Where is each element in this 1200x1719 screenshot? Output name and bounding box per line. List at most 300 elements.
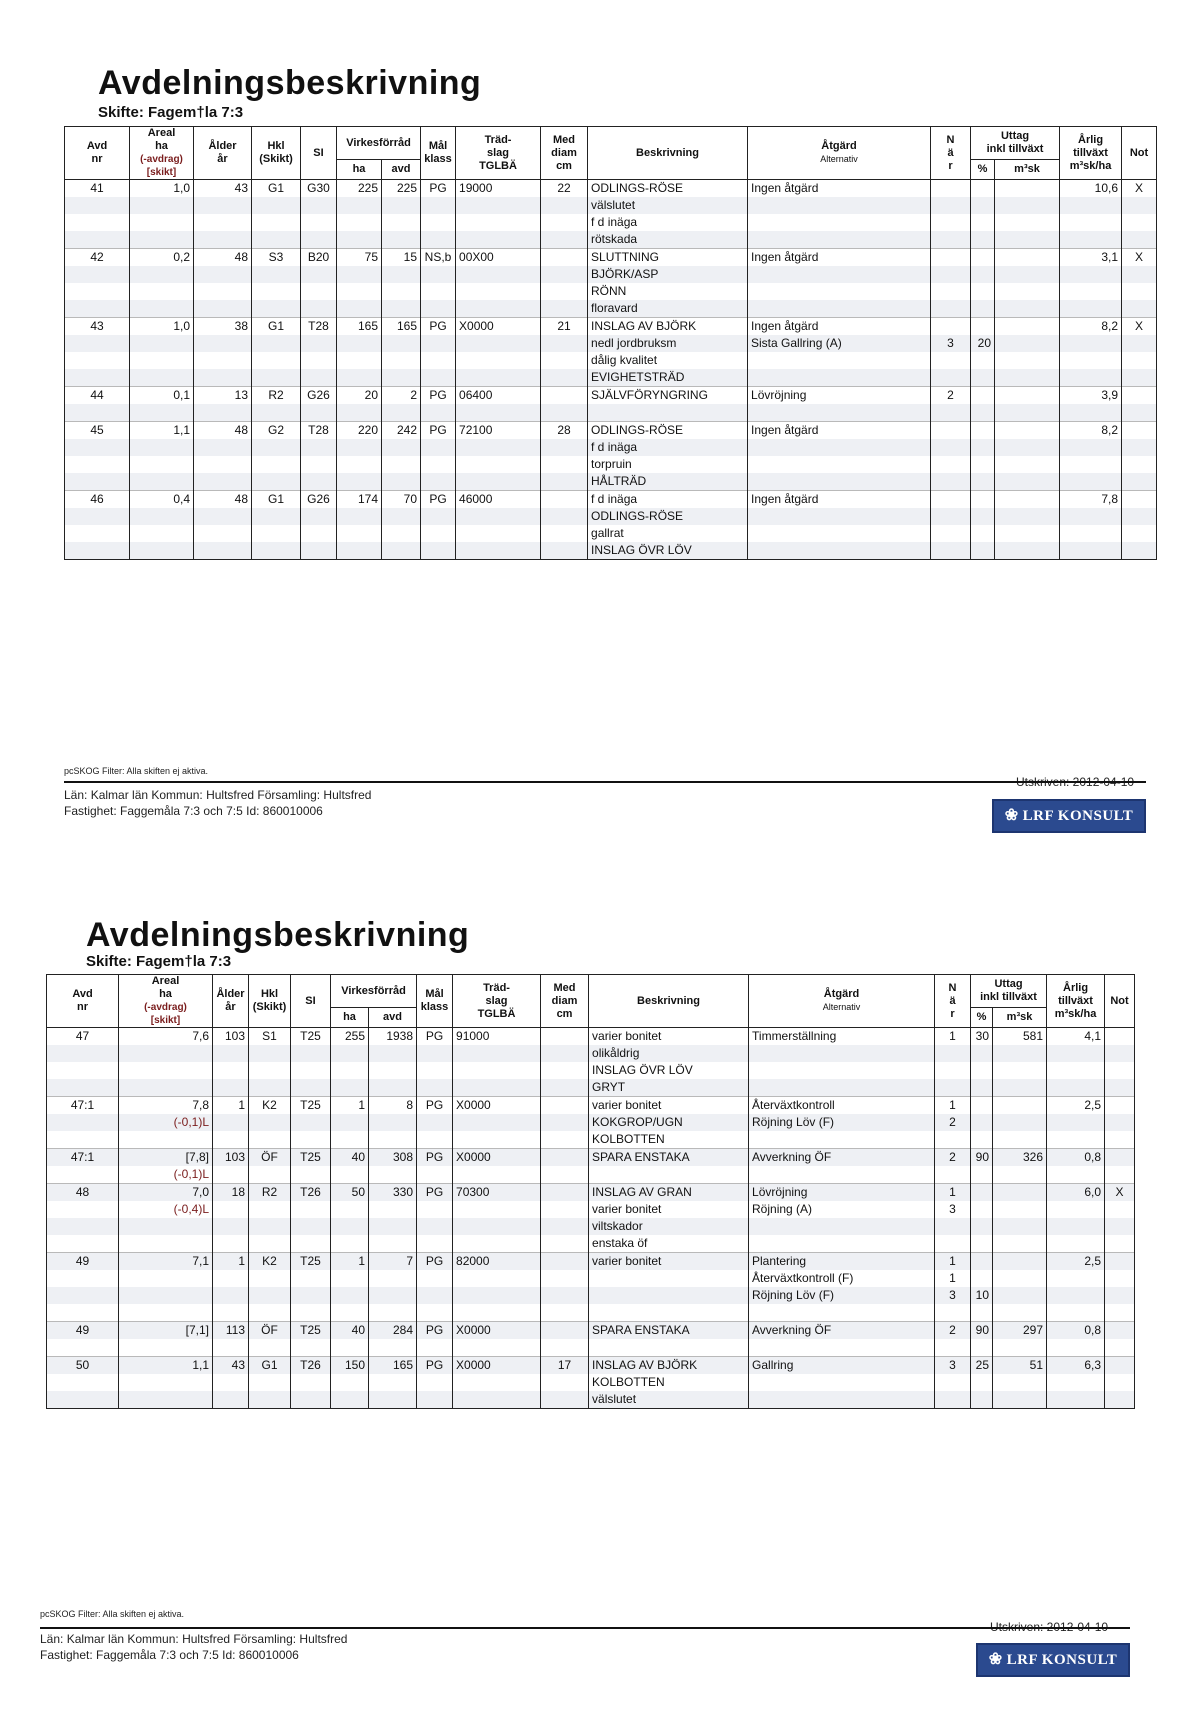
cell-uttag-m3	[993, 1270, 1047, 1287]
cell-hkl: K2	[249, 1253, 291, 1271]
cell-tradslag	[453, 1235, 541, 1253]
cell-avd	[65, 404, 130, 422]
cell-beskrivning: RÖNN	[588, 283, 748, 300]
cell-arlig	[1047, 1166, 1105, 1184]
cell-uttag-pct	[971, 1184, 993, 1202]
cell-uttag-m3: 326	[993, 1149, 1047, 1167]
page-title: Avdelningsbeskrivning	[98, 64, 482, 102]
cell-not	[1105, 1270, 1135, 1287]
cell-alder: 48	[194, 249, 252, 267]
cell-uttag-m3	[993, 1339, 1047, 1357]
cell-uttag-pct	[971, 456, 995, 473]
cell-uttag-pct: 20	[971, 335, 995, 352]
cell-nar	[931, 214, 971, 231]
table-row	[47, 1339, 1135, 1357]
cell-tradslag	[453, 1062, 541, 1079]
cell-virkes-avd	[369, 1270, 417, 1287]
cell-tradslag	[456, 542, 541, 560]
cell-tradslag	[456, 231, 541, 249]
cell-atgard: Sista Gallring (A)	[748, 335, 931, 352]
cell-not	[1122, 491, 1157, 509]
cell-alder: 38	[194, 318, 252, 336]
cell-avd	[65, 266, 130, 283]
atgard-header	[749, 975, 935, 1028]
cell-uttag-m3	[993, 1253, 1047, 1271]
cell-meddiam	[541, 197, 588, 214]
cell-si	[291, 1079, 331, 1097]
cell-malklass	[417, 1166, 453, 1184]
cell-atgard: Avverkning ÖF	[749, 1322, 935, 1340]
cell-hkl	[252, 197, 301, 214]
cell-alder	[213, 1287, 249, 1304]
cell-atgard: Återväxtkontroll	[749, 1097, 935, 1115]
cell-malklass	[417, 1339, 453, 1357]
cell-atgard	[749, 1045, 935, 1062]
arlig-header-line: Årlig	[1063, 981, 1089, 994]
tradslag-header-line: Träd-	[484, 133, 512, 146]
cell-arlig	[1060, 525, 1122, 542]
cell-nar: 2	[935, 1114, 971, 1131]
cell-si: G26	[301, 387, 337, 405]
alder-header-line: Ålder	[208, 140, 237, 152]
areal-header	[119, 975, 213, 1028]
cell-si	[291, 1270, 331, 1287]
table-row	[65, 456, 1157, 473]
cell-alder: 43	[213, 1357, 249, 1375]
cell-virkes-ha	[331, 1287, 369, 1304]
si-header: SI	[291, 975, 331, 1028]
cell-uttag-pct	[971, 318, 995, 336]
cell-tradslag	[453, 1391, 541, 1409]
cell-atgard	[749, 1235, 935, 1253]
cell-tradslag	[453, 1131, 541, 1149]
cell-beskrivning: varier bonitet	[589, 1097, 749, 1115]
cell-meddiam	[541, 1062, 589, 1079]
cell-uttag-m3	[993, 1062, 1047, 1079]
cell-atgard	[748, 508, 931, 525]
cell-virkes-ha: 1	[331, 1097, 369, 1115]
cell-si	[301, 335, 337, 352]
cell-avd	[47, 1045, 119, 1062]
cell-virkes-ha	[337, 473, 382, 491]
cell-virkes-avd	[369, 1218, 417, 1235]
cell-tradslag: X0000	[453, 1357, 541, 1375]
cell-atgard	[749, 1304, 935, 1322]
cell-not	[1105, 1235, 1135, 1253]
cell-virkes-avd: 308	[369, 1149, 417, 1167]
cell-atgard: Plantering	[749, 1253, 935, 1271]
cell-nar	[931, 473, 971, 491]
cell-nar	[931, 197, 971, 214]
cell-malklass: PG	[417, 1357, 453, 1375]
table-row	[47, 1253, 1135, 1271]
cell-virkes-avd	[369, 1079, 417, 1097]
cell-avd	[47, 1114, 119, 1131]
cell-beskrivning: ODLINGS-RÖSE	[588, 422, 748, 440]
cell-nar: 3	[931, 335, 971, 352]
cell-avd	[65, 525, 130, 542]
cell-atgard	[748, 542, 931, 560]
meddiam-header-line: Med	[553, 133, 576, 146]
alder-header	[213, 975, 249, 1028]
cell-areal	[130, 525, 194, 542]
cell-beskrivning: f d inäga	[588, 439, 748, 456]
cell-tradslag: 82000	[453, 1253, 541, 1271]
cell-si	[301, 508, 337, 525]
cell-not: X	[1122, 249, 1157, 267]
cell-not	[1122, 404, 1157, 422]
cell-virkes-ha	[331, 1079, 369, 1097]
cell-uttag-pct	[971, 352, 995, 369]
table-row	[47, 1287, 1135, 1304]
cell-avdrag: (-0,1)L	[119, 1166, 213, 1184]
cell-si	[291, 1374, 331, 1391]
cell-uttag-m3	[995, 404, 1060, 422]
cell-nar	[931, 300, 971, 318]
cell-areal	[119, 1079, 213, 1097]
cell-areal: 0,1	[130, 387, 194, 405]
cell-atgard	[748, 525, 931, 542]
cell-atgard	[749, 1131, 935, 1149]
table-row	[65, 180, 1157, 198]
cell-virkes-ha	[337, 439, 382, 456]
cell-not	[1122, 473, 1157, 491]
cell-avd: 45	[65, 422, 130, 440]
cell-not	[1105, 1131, 1135, 1149]
cell-alder: 113	[213, 1322, 249, 1340]
footer-divider	[64, 781, 1146, 783]
cell-not	[1122, 525, 1157, 542]
page-subtitle: Skifte: Fagem†la 7:3	[86, 953, 232, 970]
cell-arlig	[1047, 1235, 1105, 1253]
cell-tradslag: 00X00	[456, 249, 541, 267]
nar-header-line: ä	[947, 146, 954, 159]
cell-uttag-pct: 90	[971, 1149, 993, 1167]
cell-tradslag	[456, 525, 541, 542]
cell-tradslag	[456, 456, 541, 473]
cell-uttag-pct	[971, 197, 995, 214]
cell-hkl	[252, 369, 301, 387]
virkesforrad-header: Virkesförråd	[331, 975, 417, 1008]
cell-meddiam	[541, 249, 588, 267]
cell-uttag-m3	[995, 473, 1060, 491]
cell-virkes-ha	[337, 404, 382, 422]
not-header: Not	[1105, 975, 1135, 1028]
cell-beskrivning: enstaka öf	[589, 1235, 749, 1253]
cell-tradslag	[456, 283, 541, 300]
table-row	[47, 1079, 1135, 1097]
cell-avd	[65, 439, 130, 456]
cell-virkes-ha	[331, 1304, 369, 1322]
cell-meddiam	[541, 1079, 589, 1097]
cell-malklass: PG	[417, 1184, 453, 1202]
cell-hkl	[249, 1114, 291, 1131]
cell-hkl	[249, 1201, 291, 1218]
cell-areal: 1,0	[130, 180, 194, 198]
cell-areal	[119, 1391, 213, 1409]
malklass-header-line: klass	[420, 1001, 449, 1013]
cell-uttag-m3	[993, 1184, 1047, 1202]
cell-atgard: Ingen åtgärd	[748, 249, 931, 267]
cell-uttag-m3	[993, 1218, 1047, 1235]
cell-nar	[935, 1235, 971, 1253]
cell-not	[1105, 1339, 1135, 1357]
cell-meddiam: 21	[541, 318, 588, 336]
cell-uttag-m3	[995, 335, 1060, 352]
table-row	[47, 1131, 1135, 1149]
table-row	[65, 214, 1157, 231]
cell-virkes-avd	[369, 1235, 417, 1253]
cell-beskrivning: SPARA ENSTAKA	[589, 1149, 749, 1167]
cell-areal: [7,1]	[119, 1322, 213, 1340]
cell-uttag-m3	[995, 422, 1060, 440]
cell-alder	[194, 300, 252, 318]
cell-not	[1105, 1062, 1135, 1079]
cell-hkl	[252, 300, 301, 318]
cell-alder	[194, 197, 252, 214]
cell-areal: 7,1	[119, 1253, 213, 1271]
meddiam-header	[541, 127, 588, 180]
cell-atgard: Avverkning ÖF	[749, 1149, 935, 1167]
cell-areal	[130, 369, 194, 387]
cell-meddiam	[541, 352, 588, 369]
cell-malklass	[417, 1287, 453, 1304]
cell-uttag-pct	[971, 1270, 993, 1287]
cell-avd: 42	[65, 249, 130, 267]
cell-areal	[130, 352, 194, 369]
cell-si	[291, 1339, 331, 1357]
uttag-header-line: inkl tillväxt	[980, 991, 1037, 1004]
cell-beskrivning	[589, 1339, 749, 1357]
cell-beskrivning: ODLINGS-RÖSE	[588, 180, 748, 198]
cell-tradslag: X0000	[453, 1322, 541, 1340]
cell-meddiam	[541, 439, 588, 456]
division-table	[64, 126, 1157, 560]
cell-virkes-ha	[337, 525, 382, 542]
cell-arlig	[1047, 1114, 1105, 1131]
cell-meddiam	[541, 1184, 589, 1202]
tradslag-header-line: slag	[485, 994, 508, 1007]
cell-si	[301, 197, 337, 214]
table-row	[65, 369, 1157, 387]
table-row	[47, 1201, 1135, 1218]
cell-uttag-m3	[995, 231, 1060, 249]
cell-si: T25	[291, 1322, 331, 1340]
table-row	[65, 231, 1157, 249]
header-row	[47, 975, 1135, 1008]
cell-avd	[65, 197, 130, 214]
cell-virkes-avd: 284	[369, 1322, 417, 1340]
cell-nar	[935, 1391, 971, 1409]
cell-uttag-pct: 25	[971, 1357, 993, 1375]
cell-si	[301, 525, 337, 542]
cell-virkes-ha: 174	[337, 491, 382, 509]
cell-nar	[935, 1166, 971, 1184]
cell-virkes-ha	[331, 1131, 369, 1149]
cell-atgard: Ingen åtgärd	[748, 318, 931, 336]
cell-virkes-avd	[369, 1131, 417, 1149]
cell-beskrivning: INSLAG AV GRAN	[589, 1184, 749, 1202]
arlig-header-line: tillväxt	[1073, 146, 1108, 159]
cell-hkl: R2	[249, 1184, 291, 1202]
table-row	[47, 1391, 1135, 1409]
cell-areal	[130, 473, 194, 491]
cell-malklass: PG	[417, 1149, 453, 1167]
cell-nar	[931, 369, 971, 387]
cell-si	[301, 266, 337, 283]
cell-virkes-ha: 150	[331, 1357, 369, 1375]
cell-virkes-ha	[337, 456, 382, 473]
cell-meddiam	[541, 1253, 589, 1271]
cell-malklass	[421, 352, 456, 369]
cell-atgard: Gallring	[749, 1357, 935, 1375]
table-row	[47, 1357, 1135, 1375]
atgard-header-line: Åtgärd	[821, 140, 857, 152]
cell-meddiam	[541, 1374, 589, 1391]
cell-arlig	[1060, 508, 1122, 525]
cell-nar	[935, 1339, 971, 1357]
cell-uttag-pct	[971, 1114, 993, 1131]
cell-atgard	[748, 300, 931, 318]
division-table	[46, 974, 1135, 1409]
cell-atgard: Ingen åtgärd	[748, 422, 931, 440]
tradslag-header-line: slag	[487, 146, 510, 159]
cell-not	[1122, 231, 1157, 249]
cell-alder	[194, 231, 252, 249]
cell-virkes-avd	[369, 1374, 417, 1391]
cell-tradslag	[456, 214, 541, 231]
cell-not: X	[1122, 180, 1157, 198]
hkl-header-line: Hkl	[260, 988, 279, 1000]
cell-uttag-m3	[995, 249, 1060, 267]
lrf-konsult-logo: ❀ LRF KONSULT	[976, 1643, 1130, 1677]
cell-tradslag	[453, 1304, 541, 1322]
uttag-header-line: inkl tillväxt	[986, 143, 1044, 156]
cell-avd	[47, 1218, 119, 1235]
cell-arlig: 0,8	[1047, 1322, 1105, 1340]
cell-not	[1105, 1218, 1135, 1235]
cell-arlig	[1060, 439, 1122, 456]
cell-areal	[130, 456, 194, 473]
cell-malklass	[417, 1062, 453, 1079]
table-row	[65, 283, 1157, 300]
cell-alder	[213, 1166, 249, 1184]
cell-nar	[931, 352, 971, 369]
cell-beskrivning: BJÖRK/ASP	[588, 266, 748, 283]
cell-atgard	[748, 404, 931, 422]
table-row	[65, 525, 1157, 542]
cell-arlig	[1047, 1270, 1105, 1287]
cell-meddiam	[541, 1166, 589, 1184]
cell-arlig	[1047, 1218, 1105, 1235]
cell-avdrag: (-0,1)L	[119, 1114, 213, 1131]
cell-si: T26	[291, 1184, 331, 1202]
cell-meddiam: 22	[541, 180, 588, 198]
cell-areal	[130, 266, 194, 283]
cell-hkl: S3	[252, 249, 301, 267]
cell-beskrivning: välslutet	[589, 1391, 749, 1409]
cell-avd	[65, 456, 130, 473]
cell-meddiam	[541, 1149, 589, 1167]
cell-uttag-m3	[993, 1287, 1047, 1304]
cell-arlig	[1047, 1201, 1105, 1218]
cell-hkl	[252, 283, 301, 300]
cell-hkl: G1	[252, 180, 301, 198]
cell-virkes-ha	[331, 1045, 369, 1062]
cell-meddiam	[541, 214, 588, 231]
cell-virkes-avd: 15	[382, 249, 421, 267]
cell-atgard	[749, 1339, 935, 1357]
cell-uttag-pct	[971, 1062, 993, 1079]
alder-header-line: Ålder	[216, 988, 245, 1000]
cell-avdrag	[119, 1270, 213, 1287]
cell-atgard	[748, 439, 931, 456]
cell-hkl	[252, 473, 301, 491]
cell-uttag-m3	[995, 180, 1060, 198]
cell-malklass: PG	[421, 318, 456, 336]
cell-atgard	[748, 214, 931, 231]
cell-beskrivning	[589, 1166, 749, 1184]
cell-virkes-ha	[337, 369, 382, 387]
cell-alder: 13	[194, 387, 252, 405]
cell-atgard	[749, 1062, 935, 1079]
cell-si	[291, 1045, 331, 1062]
cell-hkl: ÖF	[249, 1322, 291, 1340]
cell-tradslag: 91000	[453, 1028, 541, 1046]
cell-uttag-pct	[971, 439, 995, 456]
table-row	[47, 1028, 1135, 1046]
cell-tradslag	[456, 266, 541, 283]
cell-not	[1105, 1149, 1135, 1167]
cell-tradslag: 46000	[456, 491, 541, 509]
cell-arlig	[1060, 300, 1122, 318]
malklass-header	[421, 127, 456, 180]
cell-meddiam: 17	[541, 1357, 589, 1375]
cell-malklass	[421, 266, 456, 283]
cell-virkes-avd: 330	[369, 1184, 417, 1202]
cell-virkes-avd	[369, 1045, 417, 1062]
cell-malklass	[421, 369, 456, 387]
cell-si	[301, 439, 337, 456]
cell-meddiam	[541, 1097, 589, 1115]
cell-nar	[931, 249, 971, 267]
cell-arlig: 8,2	[1060, 318, 1122, 336]
cell-uttag-m3	[995, 283, 1060, 300]
cell-avd: 49	[47, 1322, 119, 1340]
cell-beskrivning	[589, 1270, 749, 1287]
cell-malklass	[417, 1235, 453, 1253]
cell-not	[1105, 1079, 1135, 1097]
cell-beskrivning: INSLAG ÖVR LÖV	[588, 542, 748, 560]
cell-si: T25	[291, 1149, 331, 1167]
cell-malklass	[417, 1270, 453, 1287]
cell-arlig	[1060, 283, 1122, 300]
uttag-pct-header: %	[971, 1008, 993, 1028]
cell-virkes-ha	[331, 1218, 369, 1235]
cell-uttag-pct	[971, 508, 995, 525]
nar-header-line: N	[948, 981, 957, 994]
cell-virkes-avd	[382, 266, 421, 283]
avd-header	[47, 975, 119, 1028]
cell-virkes-avd	[369, 1062, 417, 1079]
cell-si	[291, 1218, 331, 1235]
cell-tradslag	[456, 369, 541, 387]
cell-malklass: PG	[421, 422, 456, 440]
table-row	[47, 1374, 1135, 1391]
cell-arlig	[1047, 1045, 1105, 1062]
cell-uttag-m3	[995, 197, 1060, 214]
cell-virkes-ha: 255	[331, 1028, 369, 1046]
